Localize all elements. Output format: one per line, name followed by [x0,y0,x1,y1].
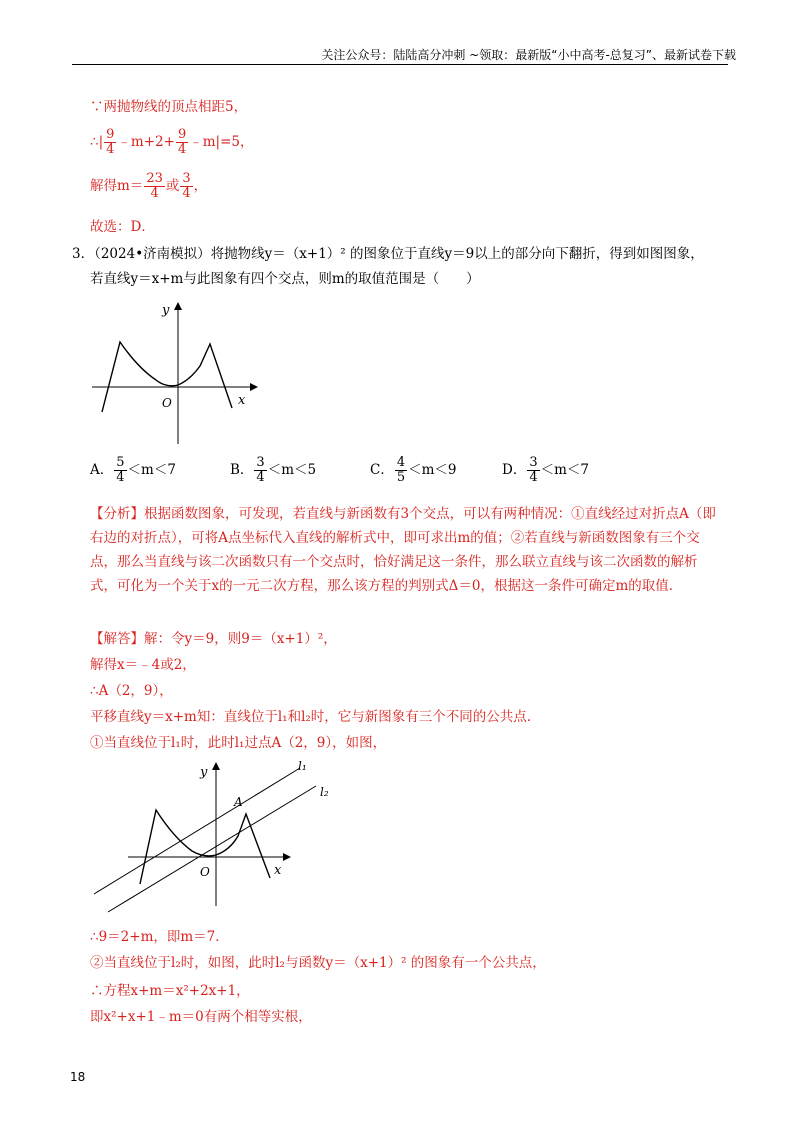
figure-2 [88,756,348,916]
fig2-x-label: x [274,863,282,878]
option-d[interactable]: D． $\frac{3}{4}$ ＜m＜7 [502,455,589,485]
fraction: $\frac{9}{4}$ [106,127,115,157]
fig1-x-label: x [238,393,246,408]
line-l2 [108,786,316,912]
sol2-line4: 故选：D． [90,219,155,235]
answer-line1: 【解答】解：令y＝9，则9＝（x+1）²， [90,631,337,647]
page-number: 18 [70,1070,86,1084]
point-a-label: A [234,795,243,809]
answer-line5: ①当直线位于l₁时，此时l₁过点A（2，9），如图， [90,735,387,751]
page-header: 关注公众号：陆陆高分冲刺 ~领取：最新版“小中高考-总复习”、最新试卷下载 [321,48,736,62]
fraction: $\frac{9}{4}$ [177,127,187,157]
fig2-y-label: y [200,765,208,780]
answer-line2: 解得x＝﹣4或2， [90,657,196,673]
fig1-origin-label: O [162,396,172,410]
fraction: $\frac{23}{4}$ [146,171,163,201]
expr-part: ﹣m|=5， [189,134,254,150]
fig2-origin-label: O [200,865,210,879]
q3-line1: 3．（2024•济南模拟）将抛物线y＝（x+1）² 的图象位于直线y＝9以上的部分向下翻折，得到如图图象， [72,246,704,262]
answer-line8: ∴方程x+m＝x²+2x+1， [90,983,250,999]
answer-line6: ∴9＝2+m，即m＝7． [90,929,229,945]
fraction: $\frac{3}{4}$ [182,171,191,201]
l2-label: l₂ [320,785,329,799]
header-divider [72,64,728,65]
option-b[interactable]: B． $\frac{3}{4}$ ＜m＜5 [230,455,317,485]
option-c[interactable]: C． $\frac{4}{5}$ ＜m＜9 [370,455,457,485]
l1-label: l₁ [298,759,307,773]
option-a[interactable]: A． $\frac{5}{4}$ ＜m＜7 [90,455,176,485]
answer-line9: 即x²+x+1﹣m＝0有两个相等实根， [90,1009,312,1025]
answer-line7: ②当直线位于l₂时，如图，此时l₂与函数y＝（x+1）² 的图象有一个公共点， [90,955,546,971]
abs-open: ∴| [90,134,104,150]
figure-1 [88,296,263,451]
fig1-y-label: y [162,303,170,318]
answer-line4: 平移直线y＝x+m知：直线位于l₁和l₂时，它与新图象有三个不同的公共点． [90,709,541,725]
answer-line3: ∴A（2，9）， [90,683,173,699]
q3-line2: 若直线y＝x+m与此图象有四个交点，则m的取值范围是（ ） [90,271,480,287]
analysis-paragraph: 【分析】根据函数图象，可发现，若直线与新函数有3个交点，可以有两种情况：①直线经过对折点A（即右边的对折点），可将A点坐标代入直线的解析式中，即可求出m的值；②若直线与新函数图象有三个交点，那么当直线与该二次函数只有一个交点时，恰好满足这一条件，那么联立直线与该二次函数的解析式，可化为一个关于x的一元二次方程，那么该方程的判别式Δ＝0，根据这一条件可确定m的取值． [90,506,716,594]
sol2-line2 [90,128,253,157]
sol2-line3: 解得m＝ $\frac{23}{4}$ 或 $\frac{3}{4}$ ， [90,171,208,201]
expr-part: ﹣m+2+ [117,134,175,150]
sol2-line1: ∵两抛物线的顶点相距5， [90,99,248,115]
